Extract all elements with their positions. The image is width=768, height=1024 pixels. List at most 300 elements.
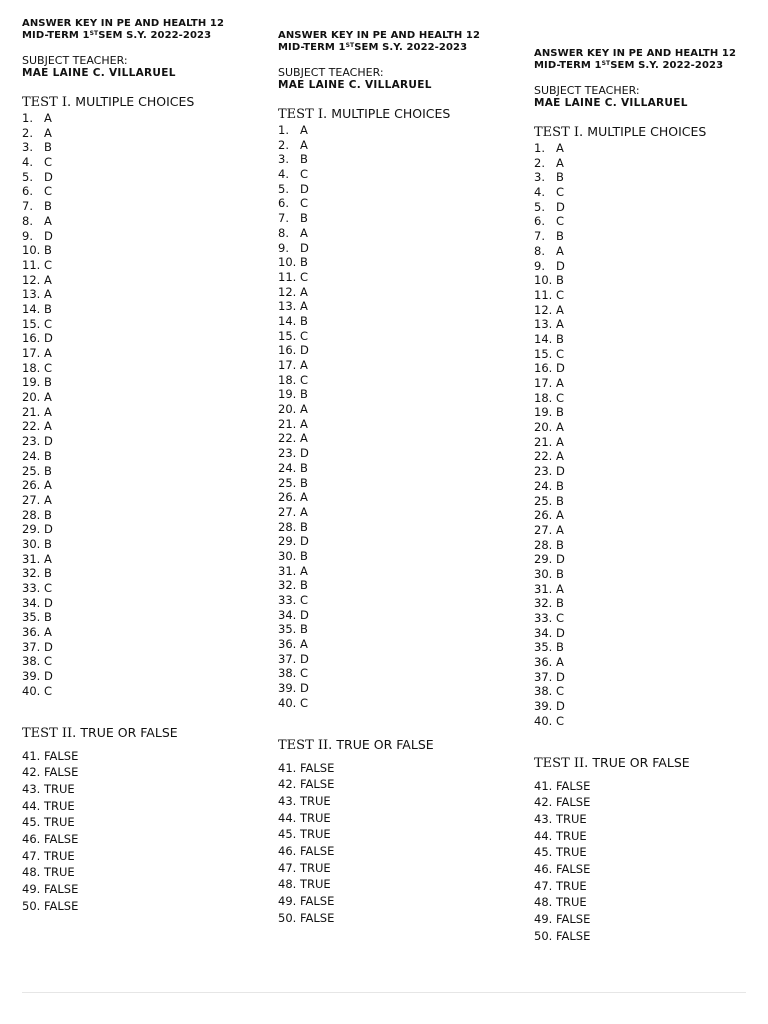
answer-letter: C: [556, 214, 565, 229]
answer-letter: D: [300, 651, 309, 666]
answer-letter: A: [44, 390, 52, 405]
question-number: 48.: [22, 865, 41, 880]
question-number: 21.: [534, 434, 553, 449]
question-number: 2.: [278, 137, 289, 152]
question-number: 29.: [22, 522, 41, 537]
test-1-answer-row: [534, 435, 768, 450]
test-1-answer-row: [278, 167, 518, 182]
test-2-heading: [278, 737, 518, 754]
page-bottom-rule: [22, 992, 746, 993]
question-number: 45.: [278, 827, 297, 842]
question-number: 16.: [534, 361, 553, 376]
answer-value: TRUE: [299, 860, 331, 875]
question-number: 44.: [534, 828, 553, 843]
answer-letter: A: [44, 625, 52, 640]
question-number: 36.: [22, 625, 41, 640]
test-1-answer-row: [534, 376, 768, 391]
test-1-answer-row: [22, 140, 262, 155]
question-number: 25.: [534, 493, 553, 508]
test-1-answer-row: [22, 493, 262, 508]
answer-value: FALSE: [299, 910, 335, 925]
test-1-answer-row: [278, 593, 518, 608]
answer-letter: A: [300, 431, 308, 446]
question-number: 22.: [278, 431, 297, 446]
test-2-answer-row: [534, 844, 768, 861]
answer-value: TRUE: [43, 848, 75, 863]
test-2-answer-row: [278, 910, 518, 927]
test-1-answer-row: [278, 666, 518, 681]
question-number: 23.: [22, 434, 41, 449]
test-2-answer-row: [278, 793, 518, 810]
test-1-answer-row: [22, 199, 262, 214]
question-number: 48.: [534, 895, 553, 910]
question-number: 13.: [22, 287, 41, 302]
answer-letter: D: [556, 464, 565, 479]
test-1-answer-row: [22, 566, 262, 581]
test-2-answer-row: [22, 898, 262, 915]
test-2-answer-list: [278, 760, 518, 927]
question-number: 34.: [534, 625, 553, 640]
answer-letter: A: [556, 302, 564, 317]
answer-letter: A: [556, 317, 564, 332]
answer-letter: D: [44, 228, 53, 243]
question-number: 22.: [534, 449, 553, 464]
question-number: 10.: [22, 243, 41, 258]
test-1-answer-row: [22, 508, 262, 523]
answer-letter: A: [556, 434, 564, 449]
question-number: 20.: [278, 402, 297, 417]
answer-letter: B: [300, 548, 308, 563]
question-number: 11.: [534, 287, 553, 302]
answer-letter: B: [44, 375, 52, 390]
title-ordinal: ST: [601, 60, 611, 67]
test-1-answer-row: [22, 449, 262, 464]
test-1-answer-row: [534, 494, 768, 509]
answer-letter: C: [556, 611, 565, 625]
answer-letter: C: [44, 581, 53, 595]
test-1-answer-row: [22, 390, 262, 405]
subject-teacher-label: SUBJECT TEACHER:: [22, 54, 128, 67]
question-number: 25.: [22, 463, 41, 478]
question-number: 40.: [22, 683, 41, 698]
test-1-heading: [534, 124, 768, 141]
answer-letter: C: [300, 372, 309, 387]
question-number: 8.: [534, 243, 545, 258]
test-1-answer-row: [278, 152, 518, 167]
question-number: 20.: [534, 420, 553, 435]
question-number: 37.: [22, 639, 41, 654]
answer-letter: A: [300, 284, 308, 299]
question-number: 24.: [278, 460, 297, 475]
test-1-answer-row: [534, 229, 768, 244]
answer-letter: D: [44, 595, 53, 610]
test-2-answer-row: [22, 881, 262, 898]
answer-letter: A: [44, 272, 52, 287]
test-1-answer-row: [278, 578, 518, 593]
answer-letter: D: [556, 199, 565, 214]
title-school-year: SEM S.Y. 2022-2023: [610, 60, 724, 71]
answer-letter: D: [44, 434, 53, 449]
test-1-answer-row: [534, 596, 768, 611]
answer-key-header: [534, 48, 768, 110]
question-number: 9.: [534, 258, 545, 273]
test-2-answer-list: [534, 778, 768, 945]
test-1-answer-row: [22, 552, 262, 567]
test-1-answer-row: [22, 243, 262, 258]
test-1-answer-row: [22, 155, 262, 170]
question-number: 40.: [278, 695, 297, 710]
answer-letter: B: [44, 243, 52, 258]
title-term: MID-TERM 1: [278, 42, 346, 53]
answer-value: TRUE: [555, 878, 587, 893]
test-2-answer-row: [534, 878, 768, 895]
test-2-answer-row: [278, 876, 518, 893]
answer-letter: C: [44, 316, 53, 331]
question-number: 16.: [22, 331, 41, 346]
title-school-year: SEM S.Y. 2022-2023: [354, 42, 468, 53]
answer-letter: D: [556, 552, 565, 567]
question-number: 4.: [22, 155, 33, 170]
test-1-answer-row: [278, 564, 518, 579]
question-number: 31.: [278, 563, 297, 578]
question-number: 1.: [278, 123, 289, 137]
question-number: 3.: [534, 170, 545, 185]
test-1-answer-row: [22, 229, 262, 244]
test-2-answer-row: [22, 831, 262, 848]
question-number: 3.: [22, 140, 33, 155]
question-number: 14.: [22, 301, 41, 316]
test-1-answer-row: [534, 214, 768, 229]
question-number: 26.: [278, 490, 297, 505]
test-2-answer-row: [278, 860, 518, 877]
test-1-answer-row: [278, 211, 518, 226]
test-2-answer-row: [278, 893, 518, 910]
test-1-answer-row: [534, 582, 768, 597]
question-number: 5.: [534, 199, 545, 214]
test-2-answer-row: [534, 894, 768, 911]
test-2-section: [278, 737, 518, 927]
answer-letter: A: [44, 125, 52, 140]
question-number: 38.: [22, 654, 41, 669]
question-number: 42.: [278, 777, 297, 792]
answer-letter: B: [300, 519, 308, 534]
question-number: 12.: [278, 284, 297, 299]
question-number: 34.: [22, 595, 41, 610]
answer-letter: A: [44, 478, 52, 493]
test-1-answer-row: [22, 317, 262, 332]
test-2-section: [534, 755, 768, 945]
answer-letter: A: [44, 346, 52, 360]
test-1-answer-row: [534, 288, 768, 303]
question-number: 32.: [278, 578, 297, 593]
answer-letter: A: [556, 376, 564, 390]
test-1-answer-row: [278, 446, 518, 461]
answer-letter: C: [44, 683, 53, 698]
question-number: 34.: [278, 607, 297, 622]
answer-letter: D: [300, 446, 309, 461]
document-title: [278, 30, 518, 54]
answer-letter: C: [300, 593, 309, 607]
answer-letter: C: [556, 713, 565, 728]
test-1-heading: [278, 106, 518, 123]
question-number: 26.: [22, 478, 41, 493]
title-term: MID-TERM 1: [22, 30, 90, 41]
question-number: 36.: [534, 655, 553, 670]
question-number: 48.: [278, 877, 297, 892]
test-1-answer-row: [278, 255, 518, 270]
question-number: 1.: [534, 141, 545, 155]
test-1-answer-row: [22, 361, 262, 376]
test-1-answer-row: [22, 537, 262, 552]
test-1-answer-row: [278, 387, 518, 402]
test-1-answer-row: [534, 244, 768, 259]
answer-key-header: [22, 18, 262, 80]
question-number: 18.: [534, 390, 553, 405]
question-number: 19.: [22, 375, 41, 390]
test-1-answer-row: [278, 299, 518, 314]
test-1-answer-row: [22, 302, 262, 317]
question-number: 43.: [534, 811, 553, 826]
answer-letter: C: [556, 390, 565, 405]
test-1-answer-row: [534, 714, 768, 729]
test-2-heading: [22, 725, 262, 742]
question-number: 9.: [278, 240, 289, 255]
answer-letter: D: [44, 169, 53, 184]
test-1-answer-row: [278, 138, 518, 153]
test-1-answer-row: [22, 273, 262, 288]
answer-letter: A: [556, 141, 564, 155]
test-1-answer-row: [278, 505, 518, 520]
test-1-answer-row: [534, 567, 768, 582]
test-1-answer-row: [534, 684, 768, 699]
question-number: 41.: [22, 748, 41, 763]
answer-letter: C: [556, 684, 565, 699]
question-number: 2.: [22, 125, 33, 140]
test-1-answer-row: [22, 258, 262, 273]
test-1-answer-row: [22, 287, 262, 302]
test-1-answer-row: [534, 552, 768, 567]
answer-letter: C: [44, 360, 53, 375]
answer-letter: D: [556, 669, 565, 684]
answer-value: TRUE: [555, 845, 587, 860]
question-number: 17.: [278, 358, 297, 372]
question-number: 5.: [278, 181, 289, 196]
question-number: 43.: [22, 781, 41, 796]
question-number: 38.: [278, 666, 297, 681]
answer-value: TRUE: [43, 865, 75, 880]
question-number: 5.: [22, 169, 33, 184]
answer-letter: D: [300, 607, 309, 622]
answer-letter: D: [300, 534, 309, 549]
question-number: 35.: [22, 610, 41, 625]
answer-letter: A: [556, 655, 564, 670]
test-1-answer-row: [278, 373, 518, 388]
question-number: 27.: [278, 504, 297, 519]
answer-letter: A: [300, 299, 308, 314]
test-1-answer-row: [278, 534, 518, 549]
test-1-heading-title: MULTIPLE CHOICES: [331, 106, 451, 121]
question-number: 18.: [278, 372, 297, 387]
test-1-answer-row: [534, 141, 768, 156]
question-number: 37.: [534, 669, 553, 684]
test-2-heading-title: TRUE OR FALSE: [80, 724, 178, 740]
question-number: 7.: [278, 211, 289, 226]
answer-letter: C: [44, 155, 53, 170]
test-1-answer-row: [278, 652, 518, 667]
test-1-answer-row: [278, 461, 518, 476]
answer-value: FALSE: [555, 861, 591, 876]
question-number: 14.: [534, 331, 553, 346]
test-1-answer-row: [278, 314, 518, 329]
question-number: 38.: [534, 684, 553, 699]
answer-letter: C: [556, 185, 565, 200]
test-2-answer-row: [22, 798, 262, 815]
test-1-answer-row: [534, 449, 768, 464]
question-number: 7.: [534, 229, 545, 244]
answer-value: TRUE: [43, 781, 75, 796]
title-line-1: ANSWER KEY IN PE AND HEALTH 12: [278, 30, 481, 41]
test-1-answer-row: [22, 654, 262, 669]
test-1-answer-row: [278, 431, 518, 446]
subject-teacher-label: SUBJECT TEACHER:: [534, 84, 640, 97]
test-2-answer-row: [534, 911, 768, 928]
answer-letter: D: [556, 361, 565, 376]
test-2-answer-row: [534, 861, 768, 878]
test-1-heading: [22, 94, 262, 111]
test-1-answer-row: [22, 610, 262, 625]
question-number: 3.: [278, 152, 289, 167]
test-2-answer-row: [278, 826, 518, 843]
question-number: 50.: [278, 910, 297, 925]
answer-letter: A: [556, 420, 564, 435]
question-number: 27.: [534, 522, 553, 537]
question-number: 36.: [278, 637, 297, 652]
test-2-heading-number: TEST II.: [278, 737, 333, 753]
answer-letter: A: [44, 287, 52, 302]
test-1-answer-row: [534, 405, 768, 420]
answer-value: FALSE: [43, 882, 79, 896]
question-number: 33.: [534, 611, 553, 625]
test-2-answer-row: [22, 764, 262, 781]
answer-key-copy-2: [278, 30, 518, 926]
test-2-heading-number: TEST II.: [22, 725, 77, 741]
test-1-answer-row: [22, 346, 262, 361]
test-1-answer-row: [278, 123, 518, 138]
question-number: 39.: [534, 699, 553, 714]
question-number: 10.: [278, 255, 297, 270]
test-1-section: [22, 94, 262, 699]
test-1-answer-row: [278, 358, 518, 373]
answer-value: TRUE: [299, 810, 331, 825]
answer-value: FALSE: [43, 748, 79, 763]
answer-value: TRUE: [299, 877, 331, 892]
answer-letter: C: [44, 257, 53, 272]
question-number: 46.: [278, 843, 297, 858]
test-1-answer-row: [534, 670, 768, 685]
test-2-heading-number: TEST II.: [534, 755, 589, 771]
answer-letter: B: [556, 170, 564, 185]
answer-letter: A: [300, 416, 308, 431]
answer-value: FALSE: [299, 894, 335, 908]
question-number: 23.: [534, 464, 553, 479]
question-number: 25.: [278, 475, 297, 490]
question-number: 6.: [278, 196, 289, 211]
question-number: 29.: [278, 534, 297, 549]
answer-letter: B: [44, 610, 52, 625]
question-number: 30.: [22, 536, 41, 551]
answer-letter: D: [44, 669, 53, 684]
question-number: 9.: [22, 228, 33, 243]
question-number: 14.: [278, 313, 297, 328]
answer-letter: A: [44, 404, 52, 419]
answer-letter: B: [300, 578, 308, 593]
question-number: 35.: [278, 622, 297, 637]
answer-letter: A: [300, 137, 308, 152]
answer-letter: A: [556, 243, 564, 258]
test-1-answer-row: [22, 434, 262, 449]
answer-letter: B: [44, 566, 52, 581]
test-2-heading-title: TRUE OR FALSE: [336, 736, 434, 752]
answer-value: TRUE: [43, 798, 75, 813]
question-number: 4.: [278, 167, 289, 182]
title-ordinal: ST: [89, 30, 99, 37]
subject-teacher-label: SUBJECT TEACHER:: [278, 66, 384, 79]
answer-value: FALSE: [299, 843, 335, 858]
question-number: 32.: [534, 596, 553, 611]
test-1-answer-row: [278, 622, 518, 637]
answer-value: FALSE: [299, 777, 335, 792]
test-1-answer-row: [534, 464, 768, 479]
test-2-heading: [534, 755, 768, 772]
answer-letter: B: [556, 331, 564, 346]
answer-letter: A: [556, 449, 564, 464]
test-1-answer-row: [534, 259, 768, 274]
question-number: 29.: [534, 552, 553, 567]
question-number: 30.: [278, 548, 297, 563]
question-number: 15.: [534, 346, 553, 361]
test-1-answer-row: [278, 520, 518, 535]
answer-letter: D: [556, 258, 565, 273]
answer-letter: C: [300, 269, 309, 284]
question-number: 12.: [22, 272, 41, 287]
test-1-answer-row: [278, 402, 518, 417]
question-number: 46.: [534, 861, 553, 876]
question-number: 45.: [534, 845, 553, 860]
test-1-heading-number: TEST I.: [22, 95, 72, 110]
question-number: 13.: [278, 299, 297, 314]
question-number: 28.: [22, 507, 41, 522]
test-2-answer-row: [278, 810, 518, 827]
answer-value: FALSE: [43, 898, 79, 913]
answer-letter: A: [44, 492, 52, 507]
question-number: 31.: [534, 581, 553, 596]
test-1-section: [534, 124, 768, 729]
answer-value: TRUE: [555, 895, 587, 910]
answer-letter: B: [300, 255, 308, 270]
test-1-answer-row: [534, 332, 768, 347]
answer-letter: A: [556, 508, 564, 523]
test-1-answer-row: [534, 156, 768, 171]
test-2-answer-row: [22, 864, 262, 881]
question-number: 41.: [534, 778, 553, 793]
answer-letter: A: [44, 551, 52, 566]
question-number: 47.: [534, 878, 553, 893]
test-1-answer-row: [278, 270, 518, 285]
question-number: 43.: [278, 793, 297, 808]
test-2-answer-row: [534, 928, 768, 945]
question-number: 49.: [278, 894, 297, 908]
answer-letter: C: [300, 196, 309, 211]
